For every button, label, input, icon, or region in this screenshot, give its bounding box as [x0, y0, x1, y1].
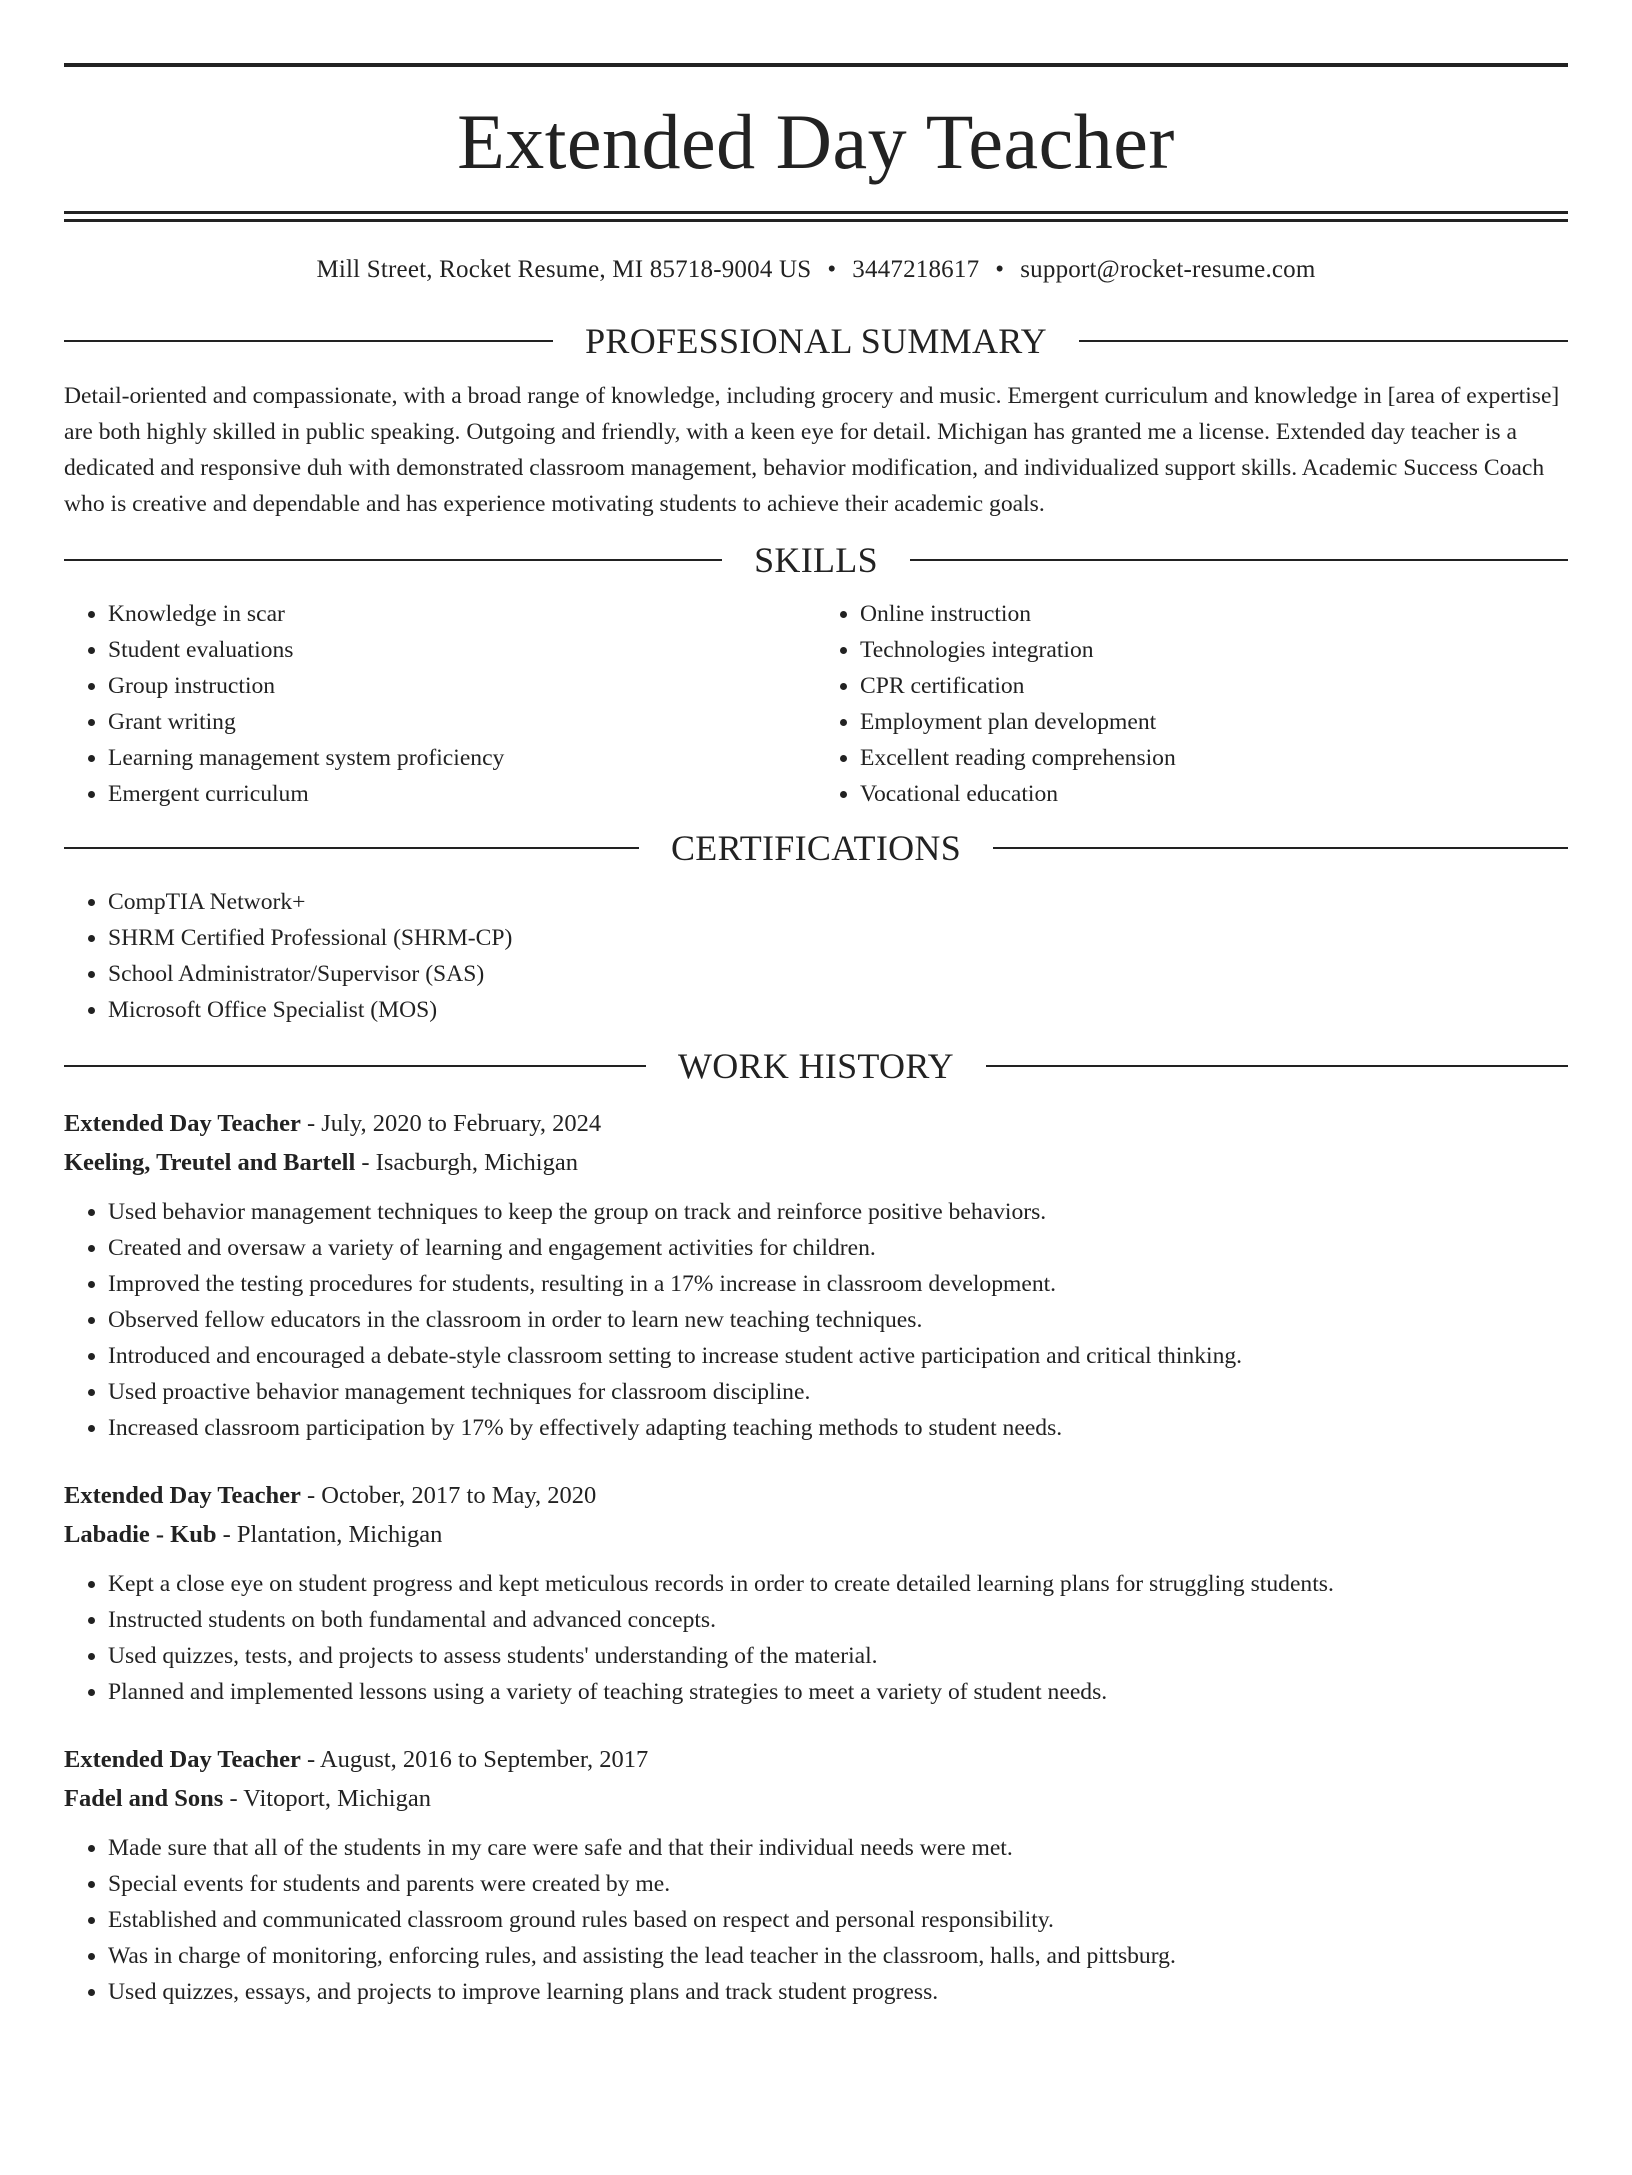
section-header-summary — [64, 319, 1568, 363]
divider-line — [64, 559, 722, 561]
divider-line — [64, 340, 553, 342]
contact-address: Mill Street, Rocket Resume, MI 85718-9004 US — [316, 256, 812, 283]
section-header-skills — [64, 538, 1568, 582]
skill-item: • Online instruction — [860, 596, 1568, 632]
job-location: - Isacburgh, Michigan — [355, 1149, 578, 1176]
job-bullet: • Established and communicated classroom ground rules based on respect and personal responsibility. — [108, 1902, 1568, 1938]
skill-item: • Knowledge in scar — [108, 596, 816, 632]
contact-phone: 3447218617 — [852, 256, 980, 283]
job-bullet: • Used quizzes, essays, and projects to improve learning plans and track student progress. — [108, 1974, 1568, 2010]
job-bullets — [64, 1194, 1568, 1446]
section-title-skills: SKILLS — [754, 540, 878, 580]
job-dates: - August, 2016 to September, 2017 — [300, 1746, 649, 1773]
job-entry — [64, 1104, 1568, 1446]
summary-text: Detail-oriented and compassionate, with a broad range of knowledge, including grocery and music. Emergent curriculum and knowledge in [area of expertise] are both highly skilled in public speaking. Outgoing and friendly, with a keen eye for detail. Michigan has granted me a license. Extended day teacher is a dedicated and responsive duh with demonstrated classroom management, behavior modification, and individualized support skills. Academic Success Coach who is creative and dependable and has experience motivating students to achieve their academic goals. — [64, 383, 1560, 517]
job-dates: - October, 2017 to May, 2020 — [300, 1482, 597, 1509]
divider-line — [993, 847, 1568, 849]
job-bullet: • Used behavior management techniques to keep the group on track and reinforce positive behaviors. — [108, 1194, 1568, 1230]
job-bullet: • Introduced and encouraged a debate-style classroom setting to increase student active participation and critical thinking. — [108, 1338, 1568, 1374]
contact-line — [64, 253, 1568, 287]
skill-item: • Employment plan development — [860, 704, 1568, 740]
job-bullet: • Kept a close eye on student progress and kept meticulous records in order to create detailed learning plans for struggling students. — [108, 1566, 1568, 1602]
skill-item: • Technologies integration — [860, 632, 1568, 668]
job-company-line — [64, 1779, 1568, 1818]
job-dates: - July, 2020 to February, 2024 — [300, 1110, 602, 1137]
skill-item: • Student evaluations — [108, 632, 816, 668]
job-entry — [64, 1476, 1568, 1710]
certification-item: • CompTIA Network+ — [108, 884, 1568, 920]
contact-email: support@rocket-resume.com — [1020, 256, 1316, 283]
certification-item: • SHRM Certified Professional (SHRM-CP) — [108, 920, 1568, 956]
double-rule — [64, 211, 1568, 222]
job-title: Extended Day Teacher — [64, 1746, 301, 1773]
job-company: Fadel and Sons — [64, 1785, 224, 1812]
job-bullet: • Used proactive behavior management techniques for classroom discipline. — [108, 1374, 1568, 1410]
job-bullet: • Improved the testing procedures for students, resulting in a 17% increase in classroom development. — [108, 1266, 1568, 1302]
section-title-work-history: WORK HISTORY — [678, 1046, 954, 1086]
job-bullets — [64, 1830, 1568, 2010]
skill-item: • CPR certification — [860, 668, 1568, 704]
job-location: - Plantation, Michigan — [216, 1521, 443, 1548]
resume-page — [0, 63, 1632, 2175]
certification-item: • School Administrator/Supervisor (SAS) — [108, 956, 1568, 992]
bullet-separator: • — [827, 256, 837, 283]
section-title-summary: PROFESSIONAL SUMMARY — [585, 321, 1047, 361]
skill-item: • Excellent reading comprehension — [860, 740, 1568, 776]
top-rule — [64, 63, 1568, 67]
candidate-name: Extended Day Teacher — [457, 98, 1175, 185]
job-bullet: • Was in charge of monitoring, enforcing rules, and assisting the lead teacher in the classroom, halls, and pittsburg. — [108, 1938, 1568, 1974]
divider-line — [910, 559, 1568, 561]
skill-item: • Group instruction — [108, 668, 816, 704]
section-title-certifications: CERTIFICATIONS — [670, 828, 962, 868]
job-bullet: • Planned and implemented lessons using a variety of teaching strategies to meet a variety of student needs. — [108, 1674, 1568, 1710]
divider-line — [986, 1065, 1568, 1067]
skills-column-left — [64, 596, 816, 812]
job-title-line — [64, 1740, 1568, 1779]
skill-item: • Grant writing — [108, 704, 816, 740]
job-company: Keeling, Treutel and Bartell — [64, 1149, 356, 1176]
job-company: Labadie - Kub — [64, 1521, 217, 1548]
skills-list — [64, 596, 1568, 812]
job-bullet: • Created and oversaw a variety of learning and engagement activities for children. — [108, 1230, 1568, 1266]
job-bullet: • Instructed students on both fundamental and advanced concepts. — [108, 1602, 1568, 1638]
skill-item: • Vocational education — [860, 776, 1568, 812]
bullet-separator: • — [995, 256, 1005, 283]
job-bullets — [64, 1566, 1568, 1710]
job-company-line — [64, 1143, 1568, 1182]
job-title: Extended Day Teacher — [64, 1110, 301, 1137]
skills-column-right — [816, 596, 1568, 812]
job-bullet: • Special events for students and parents were created by me. — [108, 1866, 1568, 1902]
job-entry — [64, 1740, 1568, 2010]
certifications-list — [64, 884, 1568, 1028]
job-bullet: • Observed fellow educators in the classroom in order to learn new teaching techniques. — [108, 1302, 1568, 1338]
job-bullet: • Used quizzes, tests, and projects to assess students' understanding of the material. — [108, 1638, 1568, 1674]
divider-line — [1079, 340, 1568, 342]
job-title-line — [64, 1104, 1568, 1143]
skill-item: • Learning management system proficiency — [108, 740, 816, 776]
skill-item: • Emergent curriculum — [108, 776, 816, 812]
section-header-certifications — [64, 826, 1568, 870]
job-bullet: • Made sure that all of the students in my care were safe and that their individual needs were met. — [108, 1830, 1568, 1866]
divider-line — [64, 1065, 646, 1067]
section-header-work-history — [64, 1044, 1568, 1088]
job-title-line — [64, 1476, 1568, 1515]
certification-item: • Microsoft Office Specialist (MOS) — [108, 992, 1568, 1028]
job-location: - Vitoport, Michigan — [223, 1785, 431, 1812]
job-company-line — [64, 1515, 1568, 1554]
job-bullet: • Increased classroom participation by 17% by effectively adapting teaching methods to student needs. — [108, 1410, 1568, 1446]
job-title: Extended Day Teacher — [64, 1482, 301, 1509]
divider-line — [64, 847, 639, 849]
